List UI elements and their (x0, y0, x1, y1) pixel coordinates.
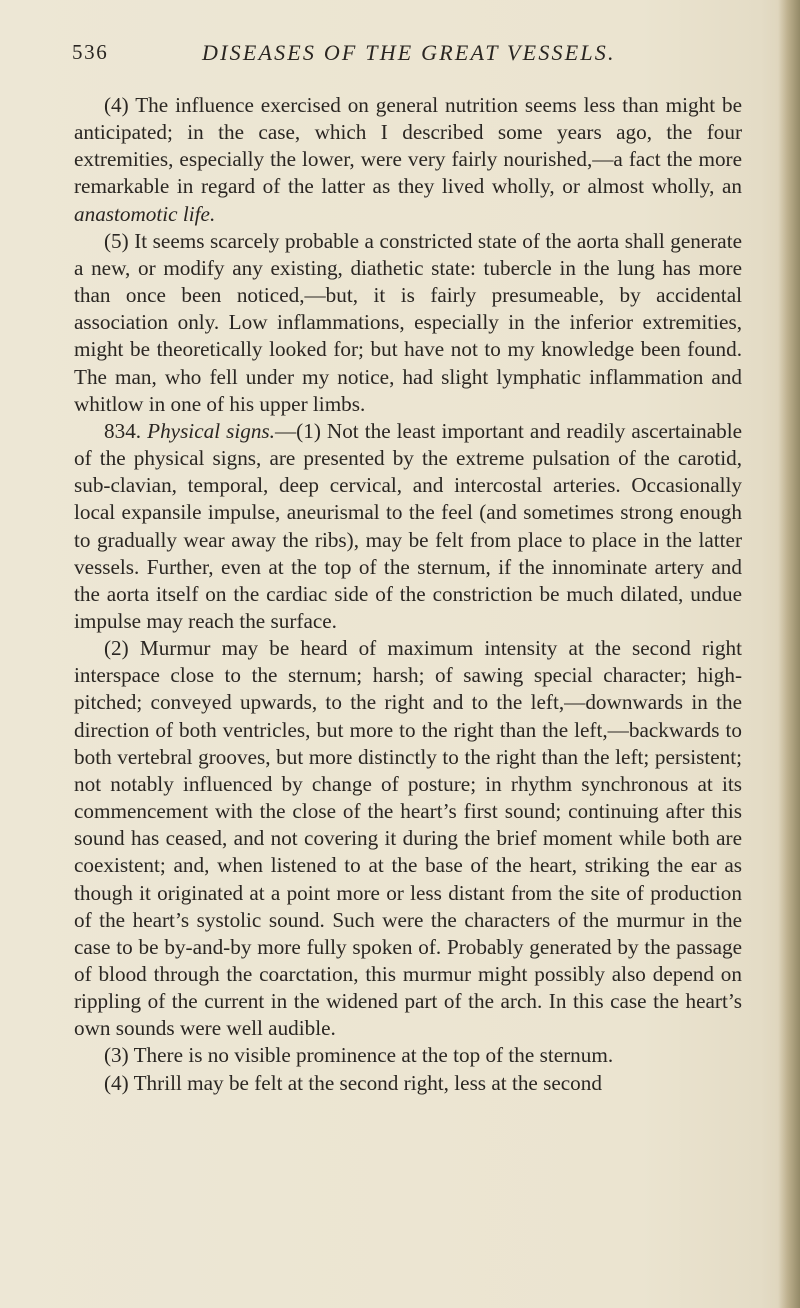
paragraph-prominence (74, 1042, 742, 1069)
paragraph-text: —(1) Not the least important and readily ascertainable of the physical signs, are presented by the extreme pulsation of the carotid, sub-clavian, temporal, deep cervical, and intercostal arteries. Occasionally local expansile impulse, aneurismal to the feel (and sometimes strong enough to gradually wear away the ribs), may be felt from place to place in the latter vessels. Further, even at the top of the sternum, if the innominate artery and the aorta itself on the cardiac side of the constriction be much dilated, undue impulse may reach the surface. (74, 418, 742, 633)
paragraph-text: (5) It seems scarcely probable a constricted state of the aorta shall generate a new, or modify any existing, diathetic state: tubercle in the lung has more than once been noticed,—but, it is fairly presumeable, by accidental association only. Low inflammations, especially in the inferior extremities, might be theoretically looked for; but have not to my knowledge been found. The man, who fell under my notice, had slight lymphatic inflammation and whitlow in one of his upper limbs. (74, 228, 742, 416)
paragraph-physical-signs (74, 418, 742, 635)
paragraph-text: (2) Murmur may be heard of maximum intensity at the second right interspace close to the sternum; harsh; of sawing special character; high-pitched; conveyed upwards, to the right and to the left,—downwards in the direction of both ventricles, but more to the right than the left,—backwards to both vertebral grooves, but more distinctly to the right than the left; persistent; not notably influenced by change of posture; in rhythm synchronous at its commencement with the close of the heart’s first sound; continuing after this sound has ceased, and not covering it during the brief moment while both are coexistent; and, when listened to at the base of the heart, striking the ear as though it originated at a point more or less distant from the site of production of the heart’s systolic sound. Such were the characters of the murmur in the case to be by-and-by more fully spoken of. Probably generated by the passage of blood through the coarctation, this murmur might possibly also depend on rippling of the current in the widened part of the arch. In this case the heart’s own sounds were well audible. (74, 636, 742, 1041)
paragraph-text: (4) Thrill may be felt at the second right, less at the second (104, 1070, 602, 1095)
page-edge-shadow (778, 0, 800, 1308)
page-number: 536 (72, 40, 109, 64)
page-header (72, 34, 632, 74)
running-title: DISEASES OF THE GREAT VESSELS. (202, 40, 616, 65)
section-number: 834. (104, 418, 148, 443)
paragraph-text: (3) There is no visible prominence at the top of the sternum. (104, 1043, 614, 1068)
body-text (74, 92, 742, 1097)
paragraph-thrill (74, 1070, 742, 1097)
paragraph-murmur (74, 635, 742, 1042)
emphasis-anastomotic-life: anastomotic life. (74, 201, 216, 226)
emphasis-physical-signs: Physical signs. (147, 418, 275, 443)
paragraph-diathetic-state (74, 228, 742, 418)
paragraph-text: (4) The influence exercised on general nutrition seems less than might be anticipated; in the case, which I described some years ago, the four extremities, especially the lower, were very fairly nourished,—a fact the more remarkable in regard of the latter as they lived wholly, or almost wholly, an (74, 93, 742, 199)
paragraph-nutrition (74, 92, 742, 228)
